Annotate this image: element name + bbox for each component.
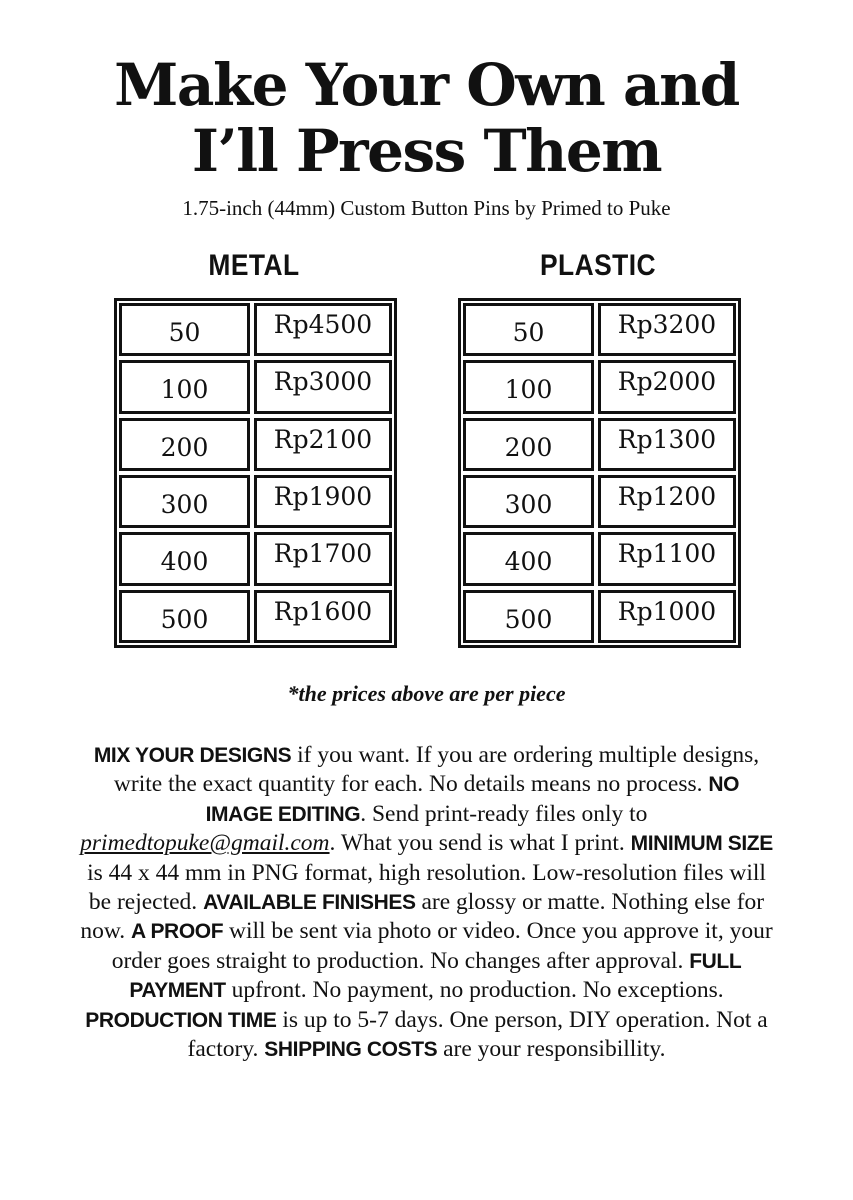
production-time-text: is up to 5-7 days. One person, DIY operation. Not a factory.: [187, 1006, 768, 1063]
available-finishes-text: are glossy or matte. Nothing else for now.: [80, 889, 765, 945]
full-payment-keyword: FULL PAYMENT: [129, 949, 742, 1003]
price-cell: Rp1100: [598, 532, 736, 585]
price-cell: Rp3000: [254, 360, 392, 413]
table-row: [463, 360, 736, 413]
price-cell: Rp1900: [254, 475, 392, 528]
shipping-costs-text: are your responsibillity.: [437, 1036, 666, 1063]
table-row: [119, 303, 392, 356]
quantity-cell: 400: [119, 532, 250, 585]
title-line-1: Make Your Own and: [114, 51, 739, 119]
shipping-costs-keyword: SHIPPING COSTS: [264, 1038, 438, 1062]
table-row: [463, 475, 736, 528]
quantity-cell: 50: [463, 303, 594, 356]
subtitle: 1.75-inch (44mm) Custom Button Pins by Primed to Puke: [182, 196, 671, 220]
table-row: [119, 475, 392, 528]
quantity-cell: 500: [463, 590, 594, 643]
price-cell: Rp1600: [254, 590, 392, 643]
price-cell: Rp2000: [598, 360, 736, 413]
no-image-editing-keyword: NO IMAGE EDITING: [205, 773, 740, 826]
quantity-cell: 400: [463, 532, 594, 585]
title-line-2: I’ll Press Them: [191, 117, 662, 185]
price-cell: Rp1300: [598, 418, 736, 471]
metal-price-table: [114, 298, 397, 648]
page-title: [0, 52, 853, 184]
metal-heading: METAL: [208, 249, 300, 282]
proof-keyword: A PROOF: [131, 920, 224, 944]
price-cell: Rp3200: [598, 303, 736, 356]
quantity-cell: 500: [119, 590, 250, 643]
plastic-price-table: [458, 298, 741, 648]
price-cell: Rp4500: [254, 303, 392, 356]
price-cell: Rp1700: [254, 532, 392, 585]
table-row: [463, 303, 736, 356]
after-email-text: . What you send is what I print.: [329, 830, 631, 857]
terms-paragraph: [80, 741, 773, 1064]
price-cell: Rp1000: [598, 590, 736, 643]
quantity-cell: 50: [119, 303, 250, 356]
no-image-editing-text: . Send print-ready files only to: [360, 800, 648, 827]
plastic-heading: PLASTIC: [539, 249, 657, 282]
table-row: [463, 418, 736, 471]
mix-designs-keyword: MIX YOUR DESIGNS: [93, 744, 292, 767]
table-row: [119, 590, 392, 643]
table-row: [119, 532, 392, 585]
quantity-cell: 200: [119, 418, 250, 471]
quantity-cell: 100: [463, 360, 594, 413]
available-finishes-keyword: AVAILABLE FINISHES: [203, 891, 416, 915]
price-cell: Rp2100: [254, 418, 392, 471]
table-row: [463, 532, 736, 585]
quantity-cell: 300: [119, 475, 250, 528]
table-row: [463, 590, 736, 643]
minimum-size-keyword: MINIMUM SIZE: [630, 832, 773, 856]
quantity-cell: 300: [463, 475, 594, 528]
mix-designs-text: if you want. If you are ordering multiple designs, write the exact quantity for each. No details means no process.: [113, 742, 760, 798]
full-payment-text: upfront. No payment, no production. No exceptions.: [225, 977, 724, 1004]
table-row: [119, 418, 392, 471]
production-time-keyword: PRODUCTION TIME: [85, 1008, 277, 1032]
table-row: [119, 360, 392, 413]
minimum-size-text: is 44 x 44 mm in PNG format, high resolution. Low-resolution files will be rejected.: [87, 859, 766, 916]
price-cell: Rp1200: [598, 475, 736, 528]
quantity-cell: 100: [119, 360, 250, 413]
quantity-cell: 200: [463, 418, 594, 471]
email-link[interactable]: primedtopuke@gmail.com: [80, 830, 330, 857]
proof-text: will be sent via photo or video. Once you approve it, your order goes straight to production. No changes after approval.: [111, 918, 773, 974]
price-note: *the prices above are per piece: [287, 681, 566, 706]
